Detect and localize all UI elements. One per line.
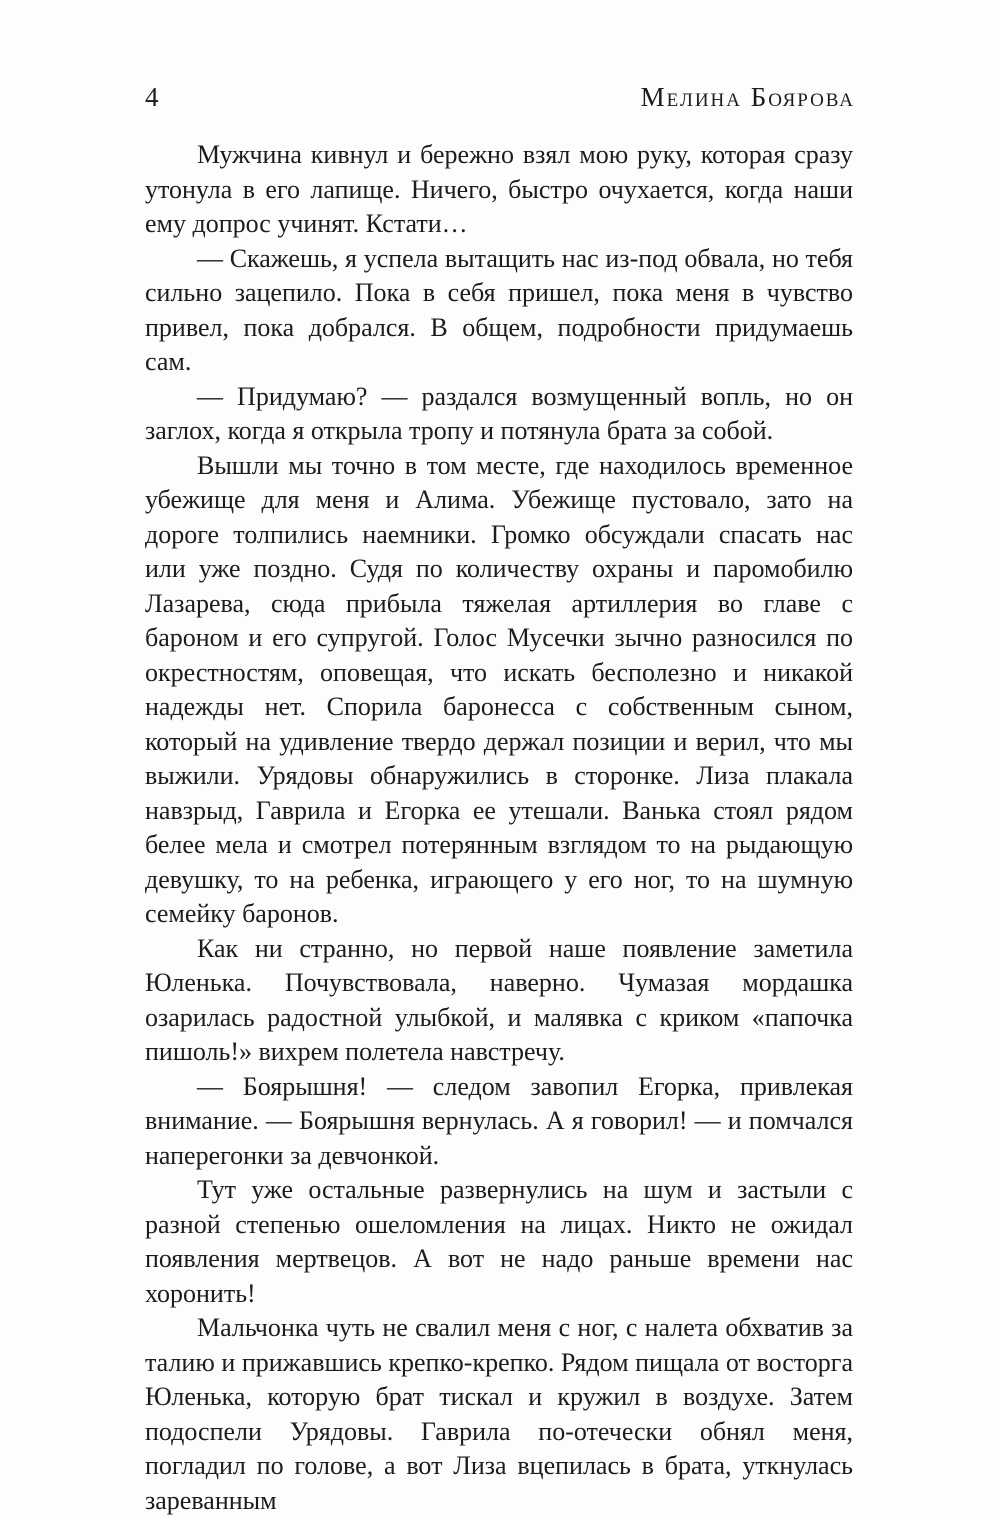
paragraph: Тут уже остальные развернулись на шум и застыли с разной степенью ошеломления на лицах. Никто не ожидал появления мертвецов. А вот не надо раньше времени нас хоронить! [145,1175,853,1308]
running-title: Мелина Боярова [640,82,855,112]
paragraph: — Боярышня! — следом завопил Егорка, привлекая внимание. — Боярышня вернулась. А я говорил! — и помчался наперегонки за девчонкой. [145,1071,853,1170]
paragraph: Вышли мы точно в том месте, где находилось временное убежище для меня и Алима. Убежище пустовало, зато на дороге толпились наемники. Громко обсуждали спасать нас или уже поздно. Судя по количеству охраны и паромобилю Лазарева, сюда прибыла тяжелая артиллерия во главе с бароном и его супругой. Голос Мусечки зычно разносился по окрестностям, оповещая, что искать бесполезно и никакой надежды нет. Спорила баронесса с собственным сыном, который на удивление твердо держал позиции и верил, что мы выжили. Урядовы обнаружились в сторонке. Лиза плакала навзрыд, Гаврила и Егорка ее утешали. Ванька стоял рядом белее мела и смотрел потерянным взглядом то на рыдающую девушку, то на ребенка, играющего у его ног, то на шумную семейку баронов. [145,450,853,928]
paragraph: — Придумаю? — раздался возмущенный вопль, но он заглох, когда я открыла тропу и потянула брата за собой. [145,381,853,445]
page-number: 4 [145,82,160,112]
body-text [145,138,853,1518]
paragraph: Как ни странно, но первой наше появление заметила Юленька. Почувствовала, наверно. Чумазая мордашка озарилась радостной улыбкой, и малявка с криком «папочка пишоль!» вихрем полетела навстречу. [145,933,853,1066]
paragraph: Мальчонка чуть не свалил меня с ног, с налета обхватив за талию и прижавшись крепко-крепко. Рядом пищала от восторга Юленька, которую брат тискал и кружил в воздухе. Затем подоспели Урядовы. Гаврила по-отечески обнял меня, погладил по голове, а вот Лиза вцепилась в брата, уткнулась зареванным [145,1313,853,1515]
paragraph: Мужчина кивнул и бережно взял мою руку, которая сразу утонула в его лапище. Ничего, быстро очухается, когда наши ему допрос учинят. Кстати… [145,140,853,238]
paragraph: — Скажешь, я успела вытащить нас из-под обвала, но тебя сильно зацепило. Пока в себя пришел, пока меня в чувство привел, пока добрался. В общем, подробности придумаешь сам. [145,243,853,376]
